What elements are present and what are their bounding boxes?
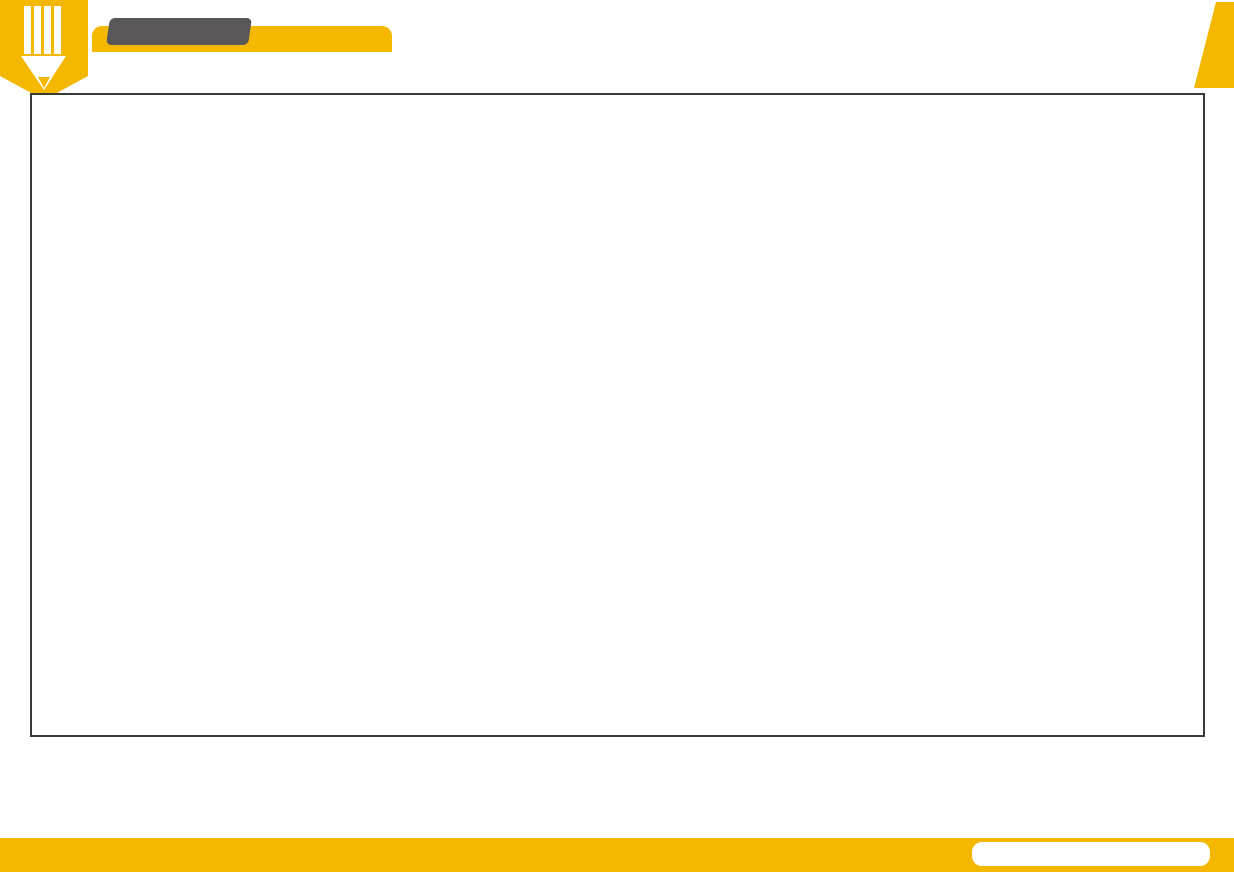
corner-decoration: [1194, 2, 1234, 88]
copyright: [972, 842, 1210, 866]
legend: [30, 744, 1210, 838]
pencil-logo-icon: [0, 0, 88, 107]
edition-badge: [106, 18, 252, 45]
schedule-table: [30, 93, 1205, 737]
